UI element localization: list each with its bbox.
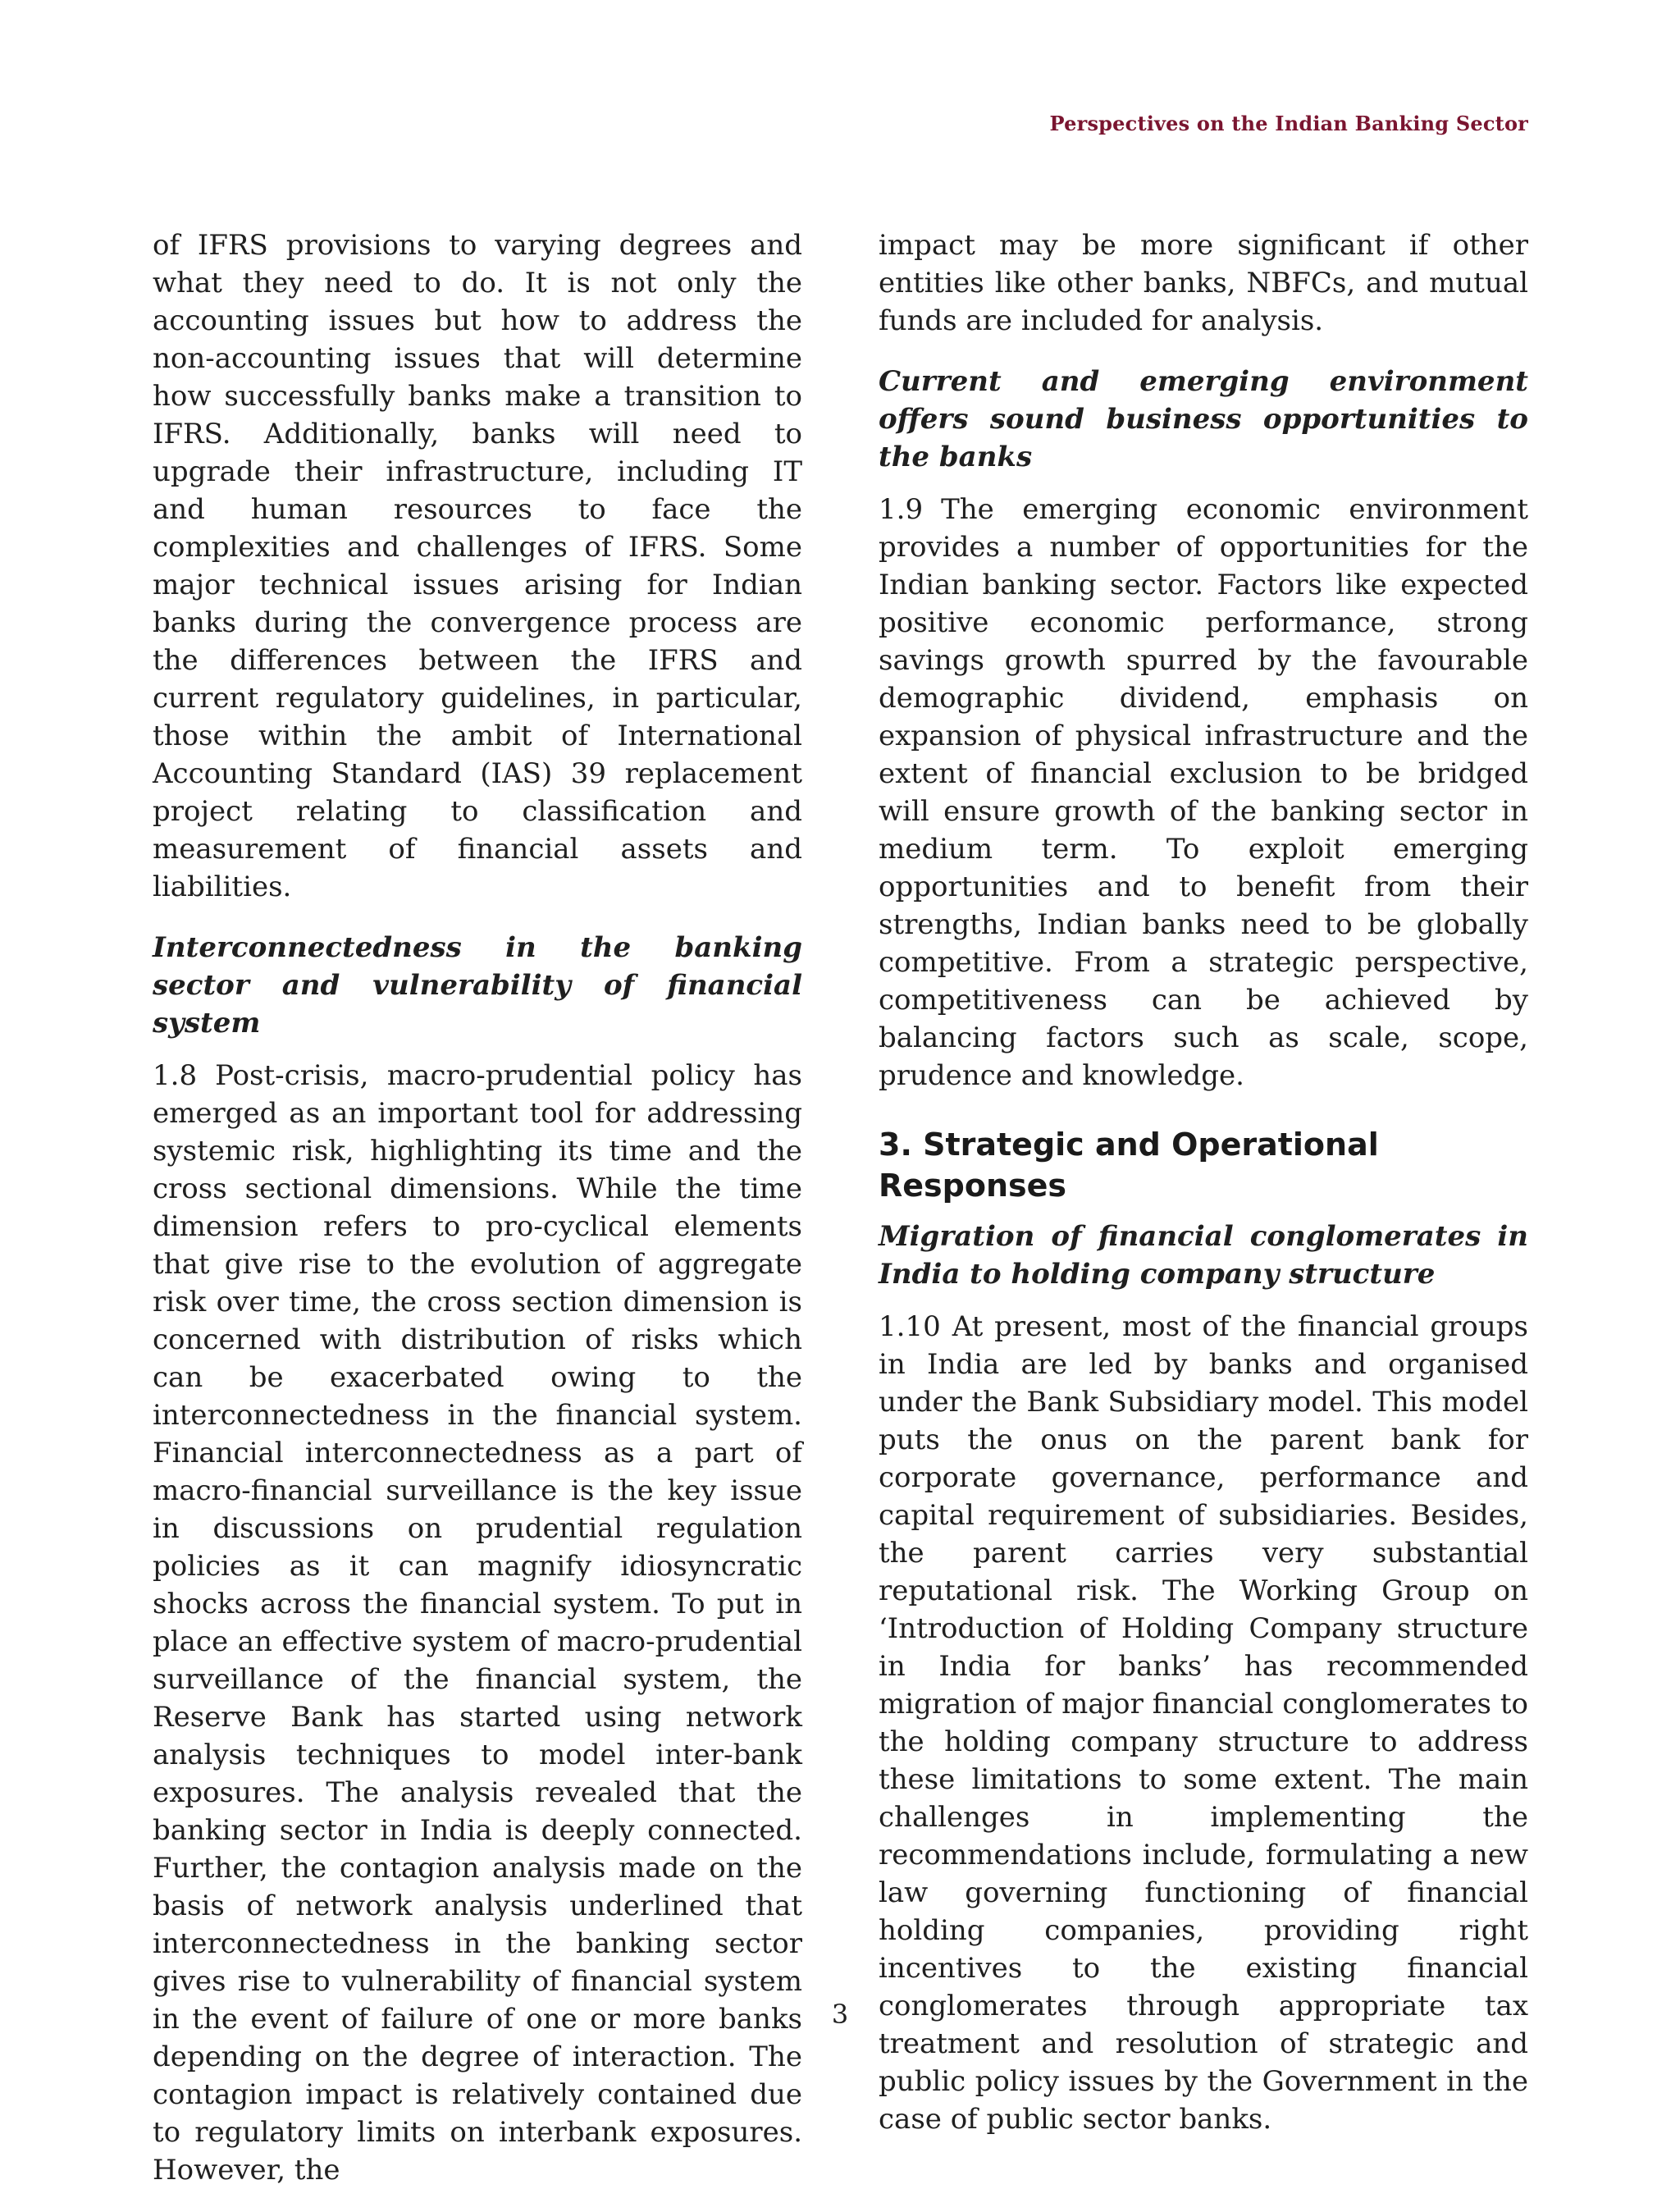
left-column — [153, 226, 802, 2189]
paragraph-number: 1.8 — [153, 1059, 198, 1092]
right-column — [879, 226, 1528, 2138]
paragraph-1-9 — [879, 491, 1528, 1094]
continuation-paragraph: impact may be more significant if other entities like other banks, NBFCs, and mutual funds are included for analysis. — [879, 229, 1528, 337]
paragraph-text: The emerging economic environment provides a number of opportunities for the Indian banking sector. Factors like expected positive economic performance, strong savings growth spurred by the favourable demographic dividend, emphasis on expansion of physical infrastructure and the extent of financial exclusion to be bridged will ensure growth of the banking sector in medium term. To exploit emerging opportunities and to benefit from their strengths, Indian banks need to be globally competitive. From a strategic perspective, competitiveness can be achieved by balancing factors such as scale, scope, prudence and knowledge. — [879, 493, 1528, 1092]
paragraph-number: 1.10 — [879, 1310, 941, 1343]
paragraph-number: 1.9 — [879, 493, 924, 526]
paragraph-text: At present, most of the financial groups in India are led by banks and organised under the Bank Subsidiary model. This model puts the onus on the parent bank for corporate governance, performance and capital requirement of subsidiaries. Besides, the parent carries very substantial reputational risk. The Working Group on ‘Introduction of Holding Company structure in India for banks’ has recommended migration of major financial conglomerates to the holding company structure to address these limitations to some extent. The main challenges in implementing the recommendations include, formulating a new law governing functioning of financial holding companies, providing right incentives to the existing financial conglomerates through appropriate tax treatment and resolution of strategic and public policy issues by the Government in the case of public sector banks. — [879, 1310, 1528, 2136]
paragraph-text: Post-crisis, macro-prudential policy has emerged as an important tool for addressing systemic risk, highlighting its time and the cross sectional dimensions. While the time dimension refers to pro-cyclical elements that give rise to the evolution of aggregate risk over time, the cross section dimension is concerned with distribution of risks which can be exacerbated owing to the interconnectedness in the financial system. Financial interconnectedness as a part of macro-financial surveillance is the key issue in discussions on prudential regulation policies as it can magnify idiosyncratic shocks across the financial system. To put in place an effective system of macro-prudential surveillance of the financial system, the Reserve Bank has started using network analysis techniques to model inter-bank exposures. The analysis revealed that the banking sector in India is deeply connected. Further, the contagion analysis made on the basis of network analysis underlined that interconnectedness in the banking sector gives rise to vulnerability of financial system in the event of failure of one or more banks depending on the degree of interaction. The contagion impact is relatively contained due to regulatory limits on interbank exposures. However, the — [153, 1059, 802, 2187]
subheading-interconnectedness: Interconnectedness in the banking sector and vulnerability of financial system — [153, 931, 802, 1040]
subheading-emerging-environment: Current and emerging environment offers sound business opportunities to the banks — [879, 365, 1528, 473]
running-header: Perspectives on the Indian Banking Sector — [1049, 112, 1528, 135]
intro-paragraph: of IFRS provisions to varying degrees and what they need to do. It is not only the accounting issues but how to address the non-accounting issues that will determine how successfully banks make a transition to IFRS. Additionally, banks will need to upgrade their infrastructure, including IT and human resources to face the complexities and challenges of IFRS. Some major technical issues arising for Indian banks during the convergence process are the differences between the IFRS and current regulatory guidelines, in particular, those within the ambit of International Accounting Standard (IAS) 39 replacement project relating to classification and measurement of financial assets and liabilities. — [153, 229, 802, 903]
subheading-holding-company: Migration of financial conglomerates in India to holding company structure — [879, 1220, 1528, 1291]
page-number: 3 — [831, 1999, 849, 2030]
section-title: 3. Strategic and Operational Responses — [879, 1126, 1379, 1204]
